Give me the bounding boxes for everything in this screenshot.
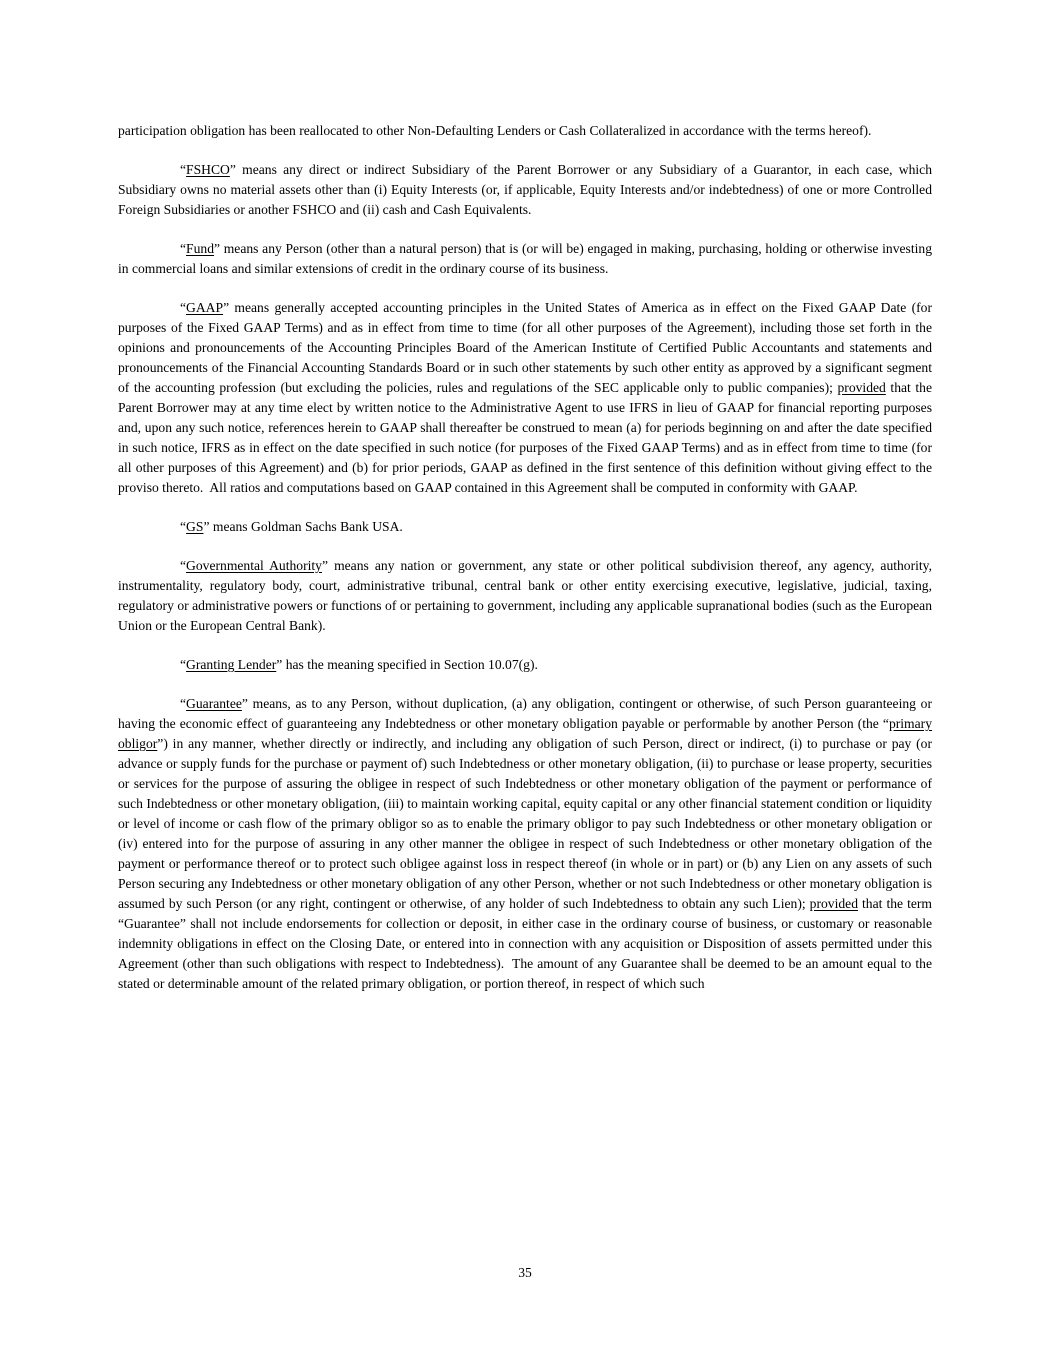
underlined-term: provided xyxy=(809,896,858,911)
text-run: “ xyxy=(180,558,187,573)
underlined-term: Granting Lender xyxy=(186,657,277,672)
definition-gs xyxy=(118,517,932,537)
underlined-term: FSHCO xyxy=(186,162,230,177)
text-run: that the term “Guarantee” shall not include endorsements for collection or deposit, in either case in the ordinary course of business, or customary or reasonable indemnity obligations in effect on the Closing Date, or entered into in connection with any acquisition or Disposition of assets permitted under this Agreement (other than such obligations with respect to Indebtedness). The amount of any Guarantee shall be deemed to be an amount equal to the stated or determinable amount of the related primary obligation, or portion thereof, in respect of which such xyxy=(118,896,932,991)
text-run: “ xyxy=(180,657,187,672)
definition-granting-lender xyxy=(118,655,932,675)
underlined-term: Fund xyxy=(186,241,214,256)
underlined-term: GS xyxy=(186,519,204,534)
underlined-term: Governmental Authority xyxy=(186,558,322,573)
definition-fshco xyxy=(118,160,932,220)
text-run: ” has the meaning specified in Section 10.07(g). xyxy=(276,657,538,672)
text-run: ” means any nation or government, any state or other political subdivision thereof, any agency, authority, instrumentality, regulatory body, court, administrative tribunal, central bank or other entity exercising executive, legislative, judicial, taxing, regulatory or administrative powers or functions of or pertaining to government, including any applicable supranational bodies (such as the European Union or the European Central Bank). xyxy=(118,558,932,633)
page-number: 35 xyxy=(518,1265,532,1280)
definition-guarantee xyxy=(118,694,932,994)
underlined-term: primary obligor xyxy=(118,716,932,751)
definition-governmental-authority xyxy=(118,556,932,636)
document-body xyxy=(118,121,932,1013)
underlined-term: GAAP xyxy=(186,300,224,315)
text-run: ”) in any manner, whether directly or indirectly, and including any obligation of such Person, direct or indirect, (i) to purchase or pay (or advance or supply funds for the purchase or payment of) such Indebtedness or other monetary obligation, (ii) to purchase or lease property, securities or services for the purpose of assuring the obligee in respect of such Indebtedness or other monetary obligation of the payment or performance of such Indebtedness or other monetary obligation, (iii) to maintain working capital, equity capital or any other financial statement condition or liquidity or level of income or cash flow of the primary obligor so as to enable the primary obligor to pay such Indebtedness or other monetary obligation or (iv) entered into for the purpose of assuring in any other manner the obligee in respect of such Indebtedness or other monetary obligation of the payment or performance thereof or to protect such obligee against loss in respect thereof (in whole or in part) or (b) any Lien on any assets of such Person securing any Indebtedness or other monetary obligation of any other Person, whether or not such Indebtedness or other monetary obligation is assumed by such Person (or any right, contingent or otherwise, of any holder of such Indebtedness to obtain any such Lien); xyxy=(118,736,932,911)
text-run: “ xyxy=(180,162,187,177)
text-run: ” means, as to any Person, without duplication, (a) any obligation, contingent or otherwise, of such Person guaranteeing or having the economic effect of guaranteeing any Indebtedness or other monetary obligation payable or performable by another Person (the “ xyxy=(118,696,932,731)
underlined-term: Guarantee xyxy=(186,696,242,711)
text-run: “ xyxy=(180,696,187,711)
definition-fund xyxy=(118,239,932,279)
text-run: ” means any Person (other than a natural person) that is (or will be) engaged in making, purchasing, holding or otherwise investing in commercial loans and similar extensions of credit in the ordinary course of its business. xyxy=(118,241,932,276)
text-run: that the Parent Borrower may at any time elect by written notice to the Administrative Agent to use IFRS in lieu of GAAP for financial reporting purposes and, upon any such notice, references herein to GAAP shall thereafter be construed to mean (a) for periods beginning on and after the date specified in such notice, IFRS as in effect on the date specified in such notice (for purposes of the Fixed GAAP Terms) and as in effect from time to time (for all other purposes of this Agreement) and (b) for prior periods, GAAP as defined in the first sentence of this definition without giving effect to the proviso thereto. All ratios and computations based on GAAP contained in this Agreement shall be computed in conformity with GAAP. xyxy=(118,380,932,495)
text-run: “ xyxy=(180,241,187,256)
underlined-term: provided xyxy=(837,380,886,395)
text-run: ” means Goldman Sachs Bank USA. xyxy=(203,519,403,534)
continuation-paragraph xyxy=(118,121,932,141)
definition-gaap xyxy=(118,298,932,498)
text-run: “ xyxy=(180,300,187,315)
text-run: ” means any direct or indirect Subsidiary of the Parent Borrower or any Subsidiary of a Guarantor, in each case, which Subsidiary owns no material assets other than (i) Equity Interests (or, if applicable, Equity Interests and/or indebtedness) of one or more Controlled Foreign Subsidiaries or another FSHCO and (ii) cash and Cash Equivalents. xyxy=(118,162,932,217)
text-run: participation obligation has been reallocated to other Non-Defaulting Lenders or Cash Collateralized in accordance with the terms hereof). xyxy=(118,123,872,138)
text-run: ” means generally accepted accounting principles in the United States of America as in effect on the Fixed GAAP Date (for purposes of the Fixed GAAP Terms) and as in effect from time to time (for all other purposes of the Agreement), including those set forth in the opinions and pronouncements of the Accounting Principles Board of the American Institute of Certified Public Accountants and statements and pronouncements of the Financial Accounting Standards Board or in such other statements by such other entity as approved by a significant segment of the accounting profession (but excluding the policies, rules and regulations of the SEC applicable only to public companies); xyxy=(118,300,932,395)
text-run: “ xyxy=(180,519,187,534)
